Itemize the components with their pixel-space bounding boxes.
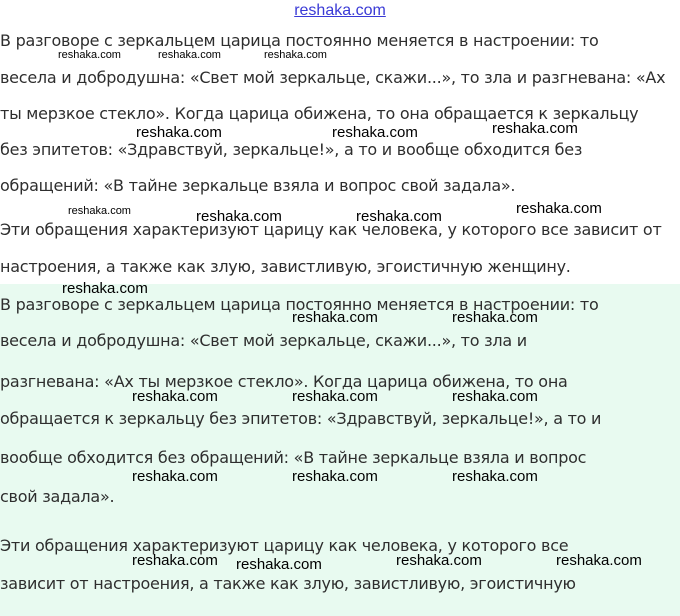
answer-highlighted-line: весела и добродушна: «Свет мой зеркальце, скажи...», то зла и — [0, 331, 527, 350]
watermark: reshaka.com — [62, 280, 148, 297]
answer-highlighted-line: вообще обходится без обращений: «В тайне зеркальце взяла и вопрос — [0, 448, 587, 467]
watermark: reshaka.com — [132, 468, 218, 485]
answer-highlighted-line: свой задала». — [0, 487, 115, 506]
watermark: reshaka.com — [132, 388, 218, 405]
answer-plain-line: Эти обращения характеризуют царицу как человека, у которого все зависит от — [0, 220, 662, 239]
watermark: reshaka.com — [58, 49, 121, 61]
watermark: reshaka.com — [516, 200, 602, 217]
answer-highlighted-line: В разговоре с зеркальцем царица постоянно меняется в настроении: то — [0, 295, 599, 314]
watermark: reshaka.com — [396, 552, 482, 569]
watermark: reshaka.com — [236, 556, 322, 573]
watermark: reshaka.com — [292, 309, 378, 326]
answer-highlighted-line: зависит от настроения, а также как злую, завистливую, эгоистичную — [0, 574, 576, 593]
watermark: reshaka.com — [292, 468, 378, 485]
watermark: reshaka.com — [452, 309, 538, 326]
watermark: reshaka.com — [332, 124, 418, 141]
site-logo[interactable]: reshaka.com — [294, 2, 386, 19]
answer-plain-line: В разговоре с зеркальцем царица постоянно меняется в настроении: то — [0, 31, 599, 50]
watermark: reshaka.com — [556, 552, 642, 569]
watermark: reshaka.com — [452, 468, 538, 485]
watermark: reshaka.com — [264, 49, 327, 61]
answer-plain-line: обращений: «В тайне зеркальце взяла и вопрос свой задала». — [0, 176, 516, 195]
watermark: reshaka.com — [158, 49, 221, 61]
answer-highlighted-line: разгневана: «Ах ты мерзкое стекло». Когда царица обижена, то она — [0, 372, 568, 391]
watermark: reshaka.com — [136, 124, 222, 141]
watermark: reshaka.com — [452, 388, 538, 405]
answer-plain-line: весела и добродушна: «Свет мой зеркальце, скажи...», то зла и разгневана: «Ах — [0, 68, 666, 87]
watermark: reshaka.com — [292, 388, 378, 405]
answer-highlighted-line: Эти обращения характеризуют царицу как человека, у которого все — [0, 536, 569, 555]
answer-highlighted-line: обращается к зеркальцу без эпитетов: «Здравствуй, зеркальце!», а то и — [0, 409, 602, 428]
watermark: reshaka.com — [356, 208, 442, 225]
watermark: reshaka.com — [196, 208, 282, 225]
answer-plain-line: без эпитетов: «Здравствуй, зеркальце!», а то и вообще обходится без — [0, 140, 583, 159]
watermark: reshaka.com — [132, 552, 218, 569]
answer-plain-line: настроения, а также как злую, завистливую, эгоистичную женщину. — [0, 257, 571, 276]
answer-plain-line: ты мерзкое стекло». Когда царица обижена, то она обращается к зеркальцу — [0, 104, 639, 123]
watermark: reshaka.com — [492, 120, 578, 137]
answer-plain-section — [0, 0, 680, 284]
watermark: reshaka.com — [68, 205, 131, 217]
